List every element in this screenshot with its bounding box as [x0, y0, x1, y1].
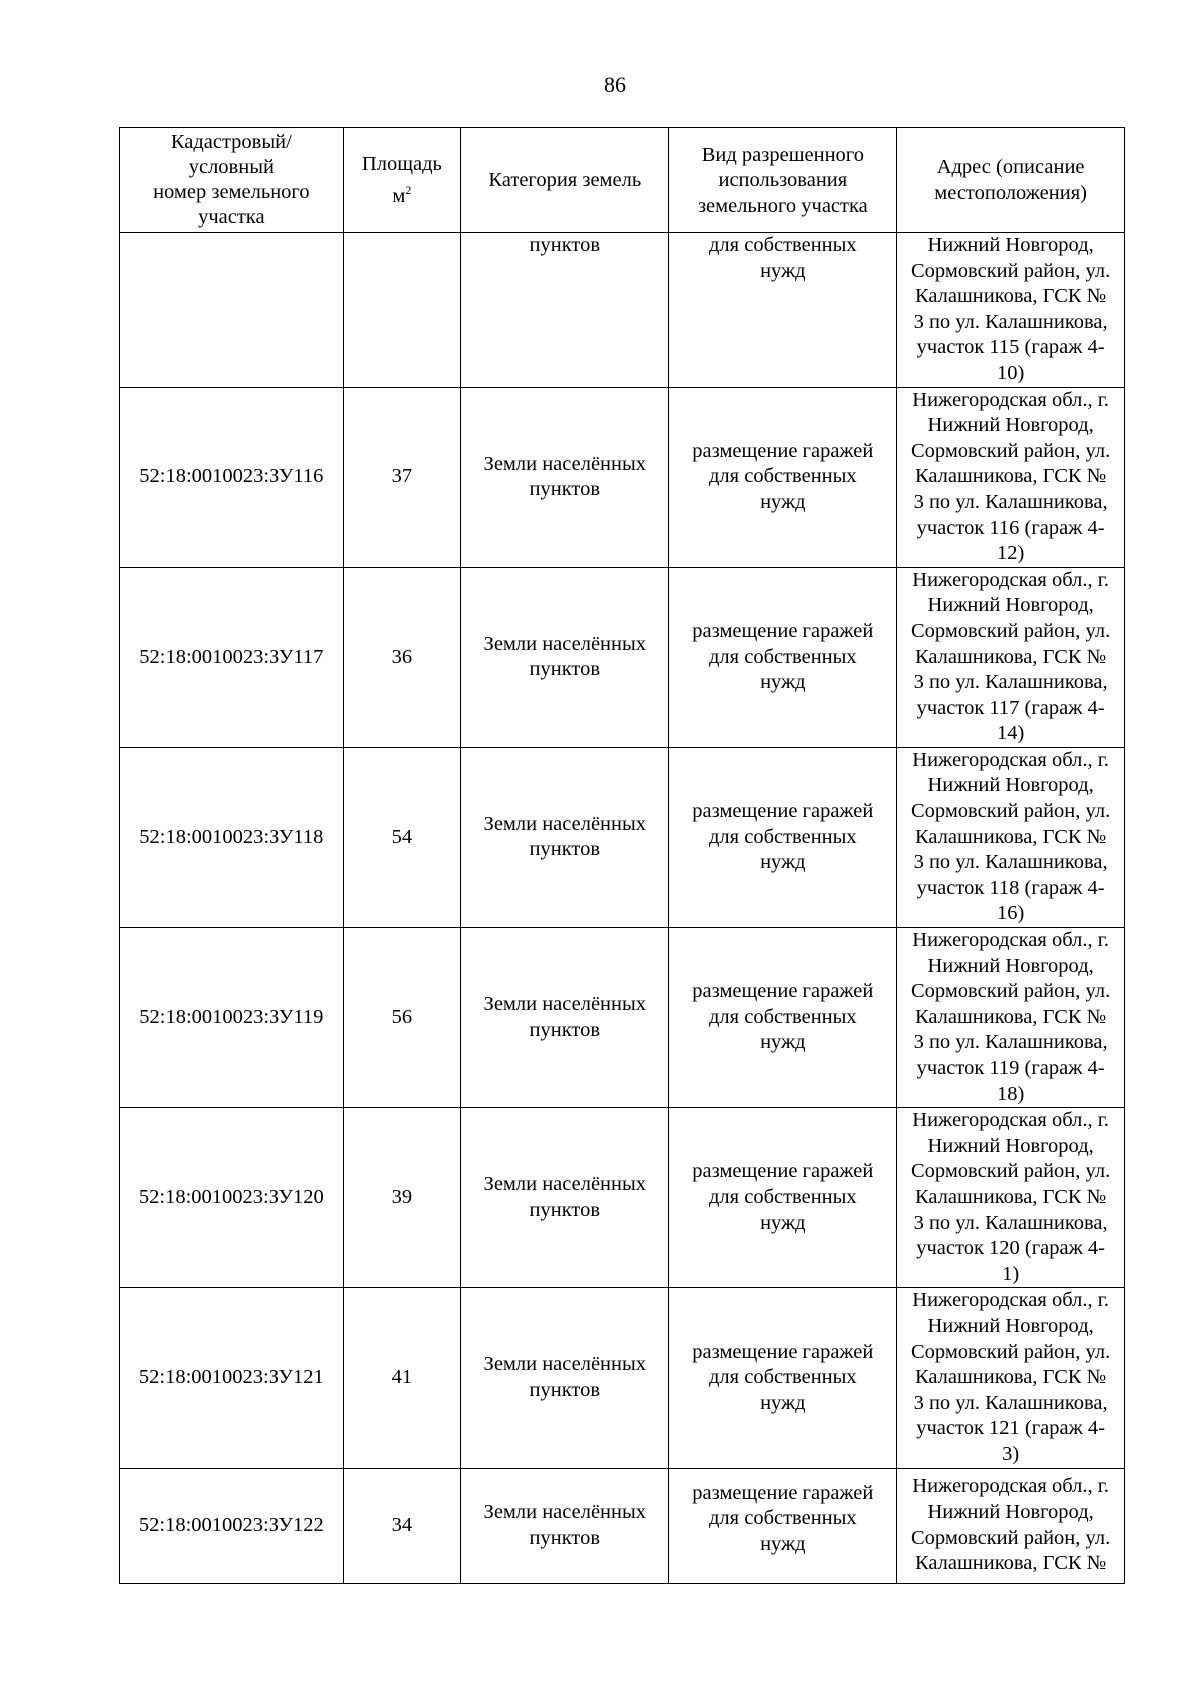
- cell-use: размещение гаражей для собственных нужд: [669, 747, 897, 927]
- table-row: [120, 567, 1125, 747]
- cell-use: для собственных нужд: [669, 233, 897, 388]
- cell-address: Нижегородская обл., г. Нижний Новгород, Сормовский район, ул. Калашникова, ГСК № 3 по ул. Калашникова, участок 119 (гараж 4- 18): [897, 928, 1125, 1108]
- cell-address: Нижегородская обл., г. Нижний Новгород, Сормовский район, ул. Калашникова, ГСК №: [897, 1468, 1125, 1583]
- table-row: [120, 928, 1125, 1108]
- cell-area: 34: [343, 1468, 460, 1583]
- cell-category: Земли населённых пунктов: [461, 1468, 669, 1583]
- header-permitted-use: Вид разрешенного использования земельного участка: [669, 128, 897, 233]
- cell-area: 37: [343, 387, 460, 567]
- cell-address: Нижегородская обл., г. Нижний Новгород, Сормовский район, ул. Калашникова, ГСК № 3 по ул. Калашникова, участок 121 (гараж 4- 3): [897, 1288, 1125, 1468]
- cell-category: Земли населённых пунктов: [461, 387, 669, 567]
- cell-area: 39: [343, 1108, 460, 1288]
- header-cadastral-number: Кадастровый/ условный номер земельного участка: [120, 128, 344, 233]
- cell-cadastral: 52:18:0010023:ЗУ120: [120, 1108, 344, 1288]
- cell-use: размещение гаражей для собственных нужд: [669, 1288, 897, 1468]
- cell-use: размещение гаражей для собственных нужд: [669, 567, 897, 747]
- page-number: 86: [604, 72, 626, 97]
- cell-cadastral: 52:18:0010023:ЗУ116: [120, 387, 344, 567]
- cell-category: Земли населённых пунктов: [461, 928, 669, 1108]
- header-land-category: Категория земель: [461, 128, 669, 233]
- cell-cadastral: [120, 233, 344, 388]
- table-row: [120, 387, 1125, 567]
- cell-area: 41: [343, 1288, 460, 1468]
- cell-cadastral: 52:18:0010023:ЗУ121: [120, 1288, 344, 1468]
- table-row: [120, 1288, 1125, 1468]
- cell-area: 54: [343, 747, 460, 927]
- cell-use: размещение гаражей для собственных нужд: [669, 928, 897, 1108]
- land-plots-table: [119, 127, 1125, 1584]
- cell-category: Земли населённых пунктов: [461, 1288, 669, 1468]
- cell-use: размещение гаражей для собственных нужд: [669, 387, 897, 567]
- cell-cadastral: 52:18:0010023:ЗУ122: [120, 1468, 344, 1583]
- cell-address: Нижегородская обл., г. Нижний Новгород, Сормовский район, ул. Калашникова, ГСК № 3 по ул. Калашникова, участок 116 (гараж 4- 12): [897, 387, 1125, 567]
- header-address: Адрес (описание местоположения): [897, 128, 1125, 233]
- cell-category: пунктов: [461, 233, 669, 388]
- cell-use: размещение гаражей для собственных нужд: [669, 1468, 897, 1583]
- table-row-continuation: [120, 233, 1125, 388]
- table-row: [120, 1468, 1125, 1583]
- cell-address: Нижний Новгород, Сормовский район, ул. Калашникова, ГСК № 3 по ул. Калашникова, участок 115 (гараж 4- 10): [897, 233, 1125, 388]
- cell-address: Нижегородская обл., г. Нижний Новгород, Сормовский район, ул. Калашникова, ГСК № 3 по ул. Калашникова, участок 117 (гараж 4- 14): [897, 567, 1125, 747]
- table-row: [120, 747, 1125, 927]
- cell-cadastral: 52:18:0010023:ЗУ117: [120, 567, 344, 747]
- cell-category: Земли населённых пунктов: [461, 1108, 669, 1288]
- cell-cadastral: 52:18:0010023:ЗУ118: [120, 747, 344, 927]
- header-area-superscript: 2: [405, 183, 412, 198]
- cell-use: размещение гаражей для собственных нужд: [669, 1108, 897, 1288]
- cell-address: Нижегородская обл., г. Нижний Новгород, Сормовский район, ул. Калашникова, ГСК № 3 по ул. Калашникова, участок 120 (гараж 4- 1): [897, 1108, 1125, 1288]
- cell-area: [343, 233, 460, 388]
- cell-area: 56: [343, 928, 460, 1108]
- table-body: [120, 233, 1125, 1584]
- header-area: [343, 128, 460, 233]
- table-row: [120, 1108, 1125, 1288]
- cell-category: Земли населённых пунктов: [461, 747, 669, 927]
- cell-category: Земли населённых пунктов: [461, 567, 669, 747]
- cell-cadastral: 52:18:0010023:ЗУ119: [120, 928, 344, 1108]
- cell-area: 36: [343, 567, 460, 747]
- header-area-label: Площадь м: [361, 153, 442, 207]
- table-header-row: [120, 128, 1125, 233]
- cell-address: Нижегородская обл., г. Нижний Новгород, Сормовский район, ул. Калашникова, ГСК № 3 по ул. Калашникова, участок 118 (гараж 4- 16): [897, 747, 1125, 927]
